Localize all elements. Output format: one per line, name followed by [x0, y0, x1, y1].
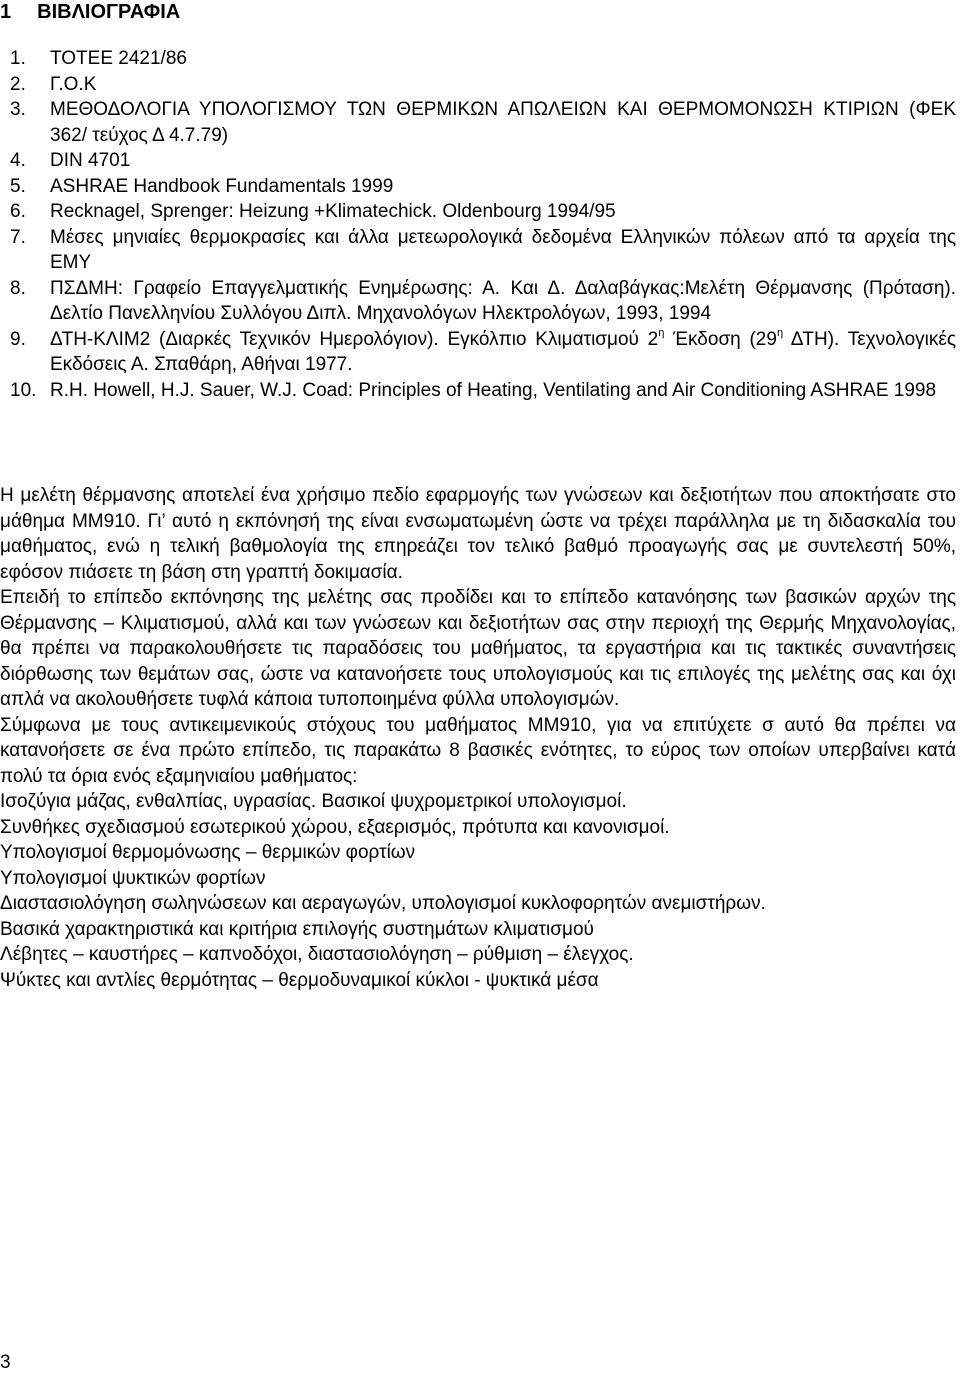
list-item-number: 6.: [10, 201, 26, 222]
list-item-text: Recknagel, Sprenger: Heizung +Klimatechick. Oldenbourg 1994/95: [50, 201, 616, 222]
list-item-text: ASHRAE Handbook Fundamentals 1999: [50, 175, 394, 197]
superscript: η: [776, 326, 784, 339]
superscript: η: [658, 326, 665, 339]
list-item-number: 8.: [10, 277, 26, 299]
paragraph: Λέβητες – καυστήρες – καπνοδόχοι, διαστασιολόγηση – ρύθμιση – έλεγχος.: [0, 944, 634, 965]
list-item: [0, 378, 956, 404]
list-item-number: 7.: [10, 226, 26, 248]
section-title: ΒΙΒΛΙΟΓΡΑΦΙΑ: [37, 1, 181, 23]
bibliography-list: [0, 46, 956, 403]
list-item: [0, 97, 956, 148]
list-item-text: DIN 4701: [50, 150, 131, 171]
paragraph: Βασικά χαρακτηριστικά και κριτήρια επιλογής συστημάτων κλιματισμού: [0, 918, 594, 940]
list-item: [0, 199, 956, 225]
list-item-text-part: Έκδοση (29: [664, 328, 777, 350]
list-item-text: ΤΟΤΕΕ 2421/86: [50, 48, 187, 69]
list-item: [0, 276, 956, 327]
list-item-number: 10.: [10, 379, 37, 401]
paragraph: Υπολογισμοί θερμομόνωσης – θερμικών φορτίων: [0, 842, 416, 863]
list-item: [0, 46, 956, 72]
list-item: [0, 174, 956, 200]
list-item-text: R.H. Howell, H.J. Sauer, W.J. Coad: Principles of Heating, Ventilating and Air Conditioning ASHRAE 1998: [50, 379, 937, 401]
paragraph: Διαστασιολόγηση σωληνώσεων και αεραγωγών, υπολογισμοί κυκλοφορητών ανεμιστήρων.: [0, 893, 766, 914]
list-item-text-part: ΔΤΗ). Τεχνολογικές Εκδόσεις Α. Σπαθάρη, Αθήναι 1977.: [50, 328, 957, 375]
paragraph: Ισοζύγια μάζας, ενθαλπίας, υγρασίας. Βασικοί ψυχρομετρικοί υπολογισμοί.: [0, 791, 627, 812]
list-item-number: 5.: [10, 175, 26, 197]
list-item-text: Γ.Ο.Κ: [50, 73, 97, 95]
section-number: 1: [0, 1, 12, 23]
body-text: [0, 483, 956, 993]
section-heading: [0, 0, 180, 24]
paragraph: Η μελέτη θέρμανσης αποτελεί ένα χρήσιμο πεδίο εφαρμογής των γνώσεων και δεξιοτήτων που αποκτήσατε στο μάθημα ΜΜ910. Γι’ αυτό η εκπόνησή της είναι ενσωματωμένη ώστε να τρέχει παράλληλα με τη διδασκαλία του μαθήματος, ενώ η τελική βαθμολογία της επηρεάζει τον τελικό βαθμό προαγωγής σας με συντελεστή 50%, εφόσον πιάσετε τη βάση στη γραπτή δοκιμασία.: [0, 485, 956, 583]
paragraph: Υπολογισμοί ψυκτικών φορτίων: [0, 867, 266, 889]
paragraph: Ψύκτες και αντλίες θερμότητας – θερμοδυναμικοί κύκλοι - ψυκτικά μέσα: [0, 969, 599, 991]
list-item: [0, 148, 956, 174]
paragraph: Επειδή το επίπεδο εκπόνησης της μελέτης σας προδίδει και το επίπεδο κατανόησης των βασικών αρχών της Θέρμανσης – Κλιματισμού, αλλά και των γνώσεων και δεξιοτήτων σας στην περιοχή της Θερμής Μηχανολογίας, θα πρέπει να παρακολουθήσετε τις παραδόσεις του μαθήματος, τα εργαστήρια και τις τακτικές συναντήσεις διόρθωσης των θεμάτων σας, ώστε να κατανοήσετε τους υπολογισμούς και τις επιλογές της μελέτης σας και όχι απλά να ακολουθήσετε τυφλά κάποια τυποποιημένα φύλλα υπολογισμών.: [0, 587, 956, 710]
list-item: [0, 72, 956, 98]
list-item-text-part: ΔΤΗ-ΚΛΙΜ2 (Διαρκές Τεχνικόν Ημερολόγιον). Εγκόλπιο Κλιματισμού 2: [50, 328, 659, 350]
list-item: [0, 327, 956, 378]
paragraph: Συνθήκες σχεδιασμού εσωτερικού χώρου, εξαερισμός, πρότυπα και κανονισμοί.: [0, 816, 670, 838]
list-item-text: ΠΣΔΜΗ: Γραφείο Επαγγελματικής Ενημέρωσης: Α. Και Δ. Δαλαβάγκας:Μελέτη Θέρμανσης (Πρόταση). Δελτίο Πανελληνίου Συλλόγου Διπλ. Μηχανολόγων Ηλεκτρολόγων, 1993, 1994: [50, 277, 956, 324]
list-item-number: 3.: [10, 99, 26, 120]
list-item-number: 2.: [10, 73, 26, 95]
list-item: [0, 225, 956, 276]
page-number: 3: [0, 1352, 11, 1373]
list-item-number: 9.: [10, 328, 26, 350]
list-item-number: 1.: [10, 48, 26, 69]
list-item-number: 4.: [10, 150, 26, 171]
paragraph: Σύμφωνα με τους αντικειμενικούς στόχους του μαθήματος ΜΜ910, για να επιτύχετε σ αυτό θα πρέπει να κατανοήσετε σε ένα πρώτο επίπεδο, τις παρακάτω 8 βασικές ενότητες, το εύρος των οποίων υπερβαίνει κατά πολύ τα όρια ενός εξαμηνιαίου μαθήματος:: [0, 714, 956, 787]
list-item-text: Μέσες μηνιαίες θερμοκρασίες και άλλα μετεωρολογικά δεδομένα Ελληνικών πόλεων από τα αρχεία της ΕΜΥ: [50, 226, 956, 273]
list-item-text: ΜΕΘΟΔΟΛΟΓΙΑ ΥΠΟΛΟΓΙΣΜΟΥ ΤΩΝ ΘΕΡΜΙΚΩΝ ΑΠΩΛΕΙΩΝ ΚΑΙ ΘΕΡΜΟΜΟΝΩΣΗ ΚΤΙΡΙΩΝ (ΦΕΚ 362/ τεύχος Δ 4.7.79): [50, 99, 956, 146]
